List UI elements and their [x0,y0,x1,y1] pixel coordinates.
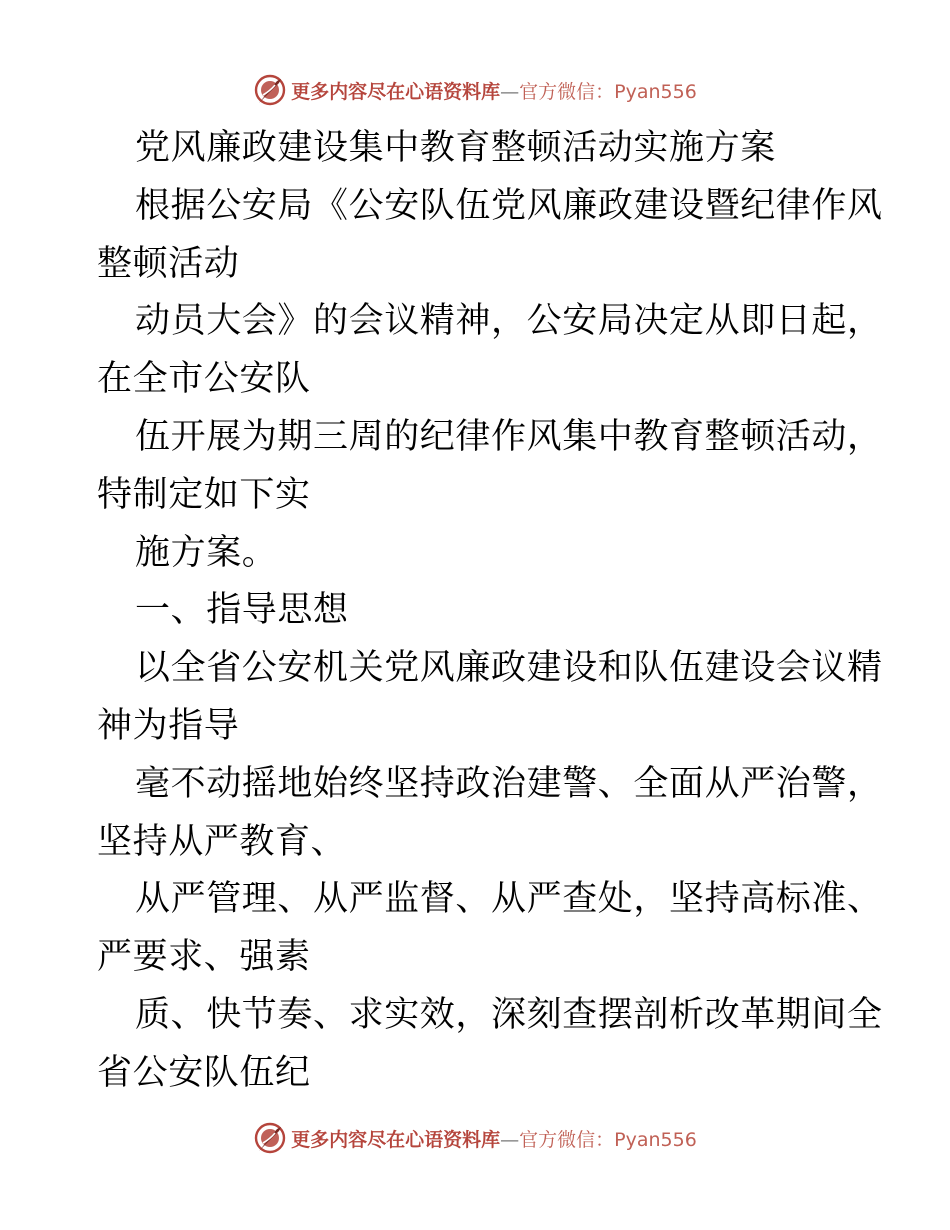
watermark-brand: 更多内容尽在心语资料库 [291,80,501,103]
quill-seal-icon [253,73,287,107]
document-title: 党风廉政建设集中教育整顿活动实施方案 [135,128,776,168]
document-body [97,120,883,1103]
paragraph-line: 施方案。 [135,532,278,573]
watermark-dash: — [500,80,520,103]
paragraph-line: 省公安队伍纪 [97,1052,311,1093]
watermark-dash: — [500,1128,520,1151]
paragraph-line: 在全市公安队 [97,359,311,400]
watermark-brand: 更多内容尽在心语资料库 [291,1128,501,1151]
watermark-footer [0,1118,950,1158]
paragraph-line: 毫不动摇地始终坚持政治建警、全面从严治警， [135,763,883,804]
paragraph-line: 质、快节奏、求实效，深刻查摆剖析改革期间全 [135,994,883,1035]
paragraph-line: 动员大会》的会议精神，公安局决定从即日起， [135,301,883,342]
watermark-contact: 官方微信：Pyan556 [519,1128,697,1151]
paragraph-line: 坚持从严教育、 [97,821,347,862]
paragraph-line: 伍开展为期三周的纪律作风集中教育整顿活动， [135,416,883,457]
watermark-text [291,1125,697,1152]
paragraph-line: 特制定如下实 [97,474,311,515]
paragraph-line: 从严管理、从严监督、从严查处，坚持高标准、 [135,879,883,920]
watermark-header [0,70,950,110]
paragraph-line: 神为指导 [97,705,240,746]
paragraph-line: 以全省公安机关党风廉政建设和队伍建设会议精 [135,648,883,689]
watermark-contact: 官方微信：Pyan556 [519,80,697,103]
quill-seal-icon [253,1121,287,1155]
watermark-text [291,77,697,104]
paragraph-line: 整顿活动 [97,243,240,284]
paragraph-line: 严要求、强素 [97,937,311,978]
section-heading: 一、指导思想 [135,590,349,631]
paragraph-line: 根据公安局《公安队伍党风廉政建设暨纪律作风 [135,185,883,226]
